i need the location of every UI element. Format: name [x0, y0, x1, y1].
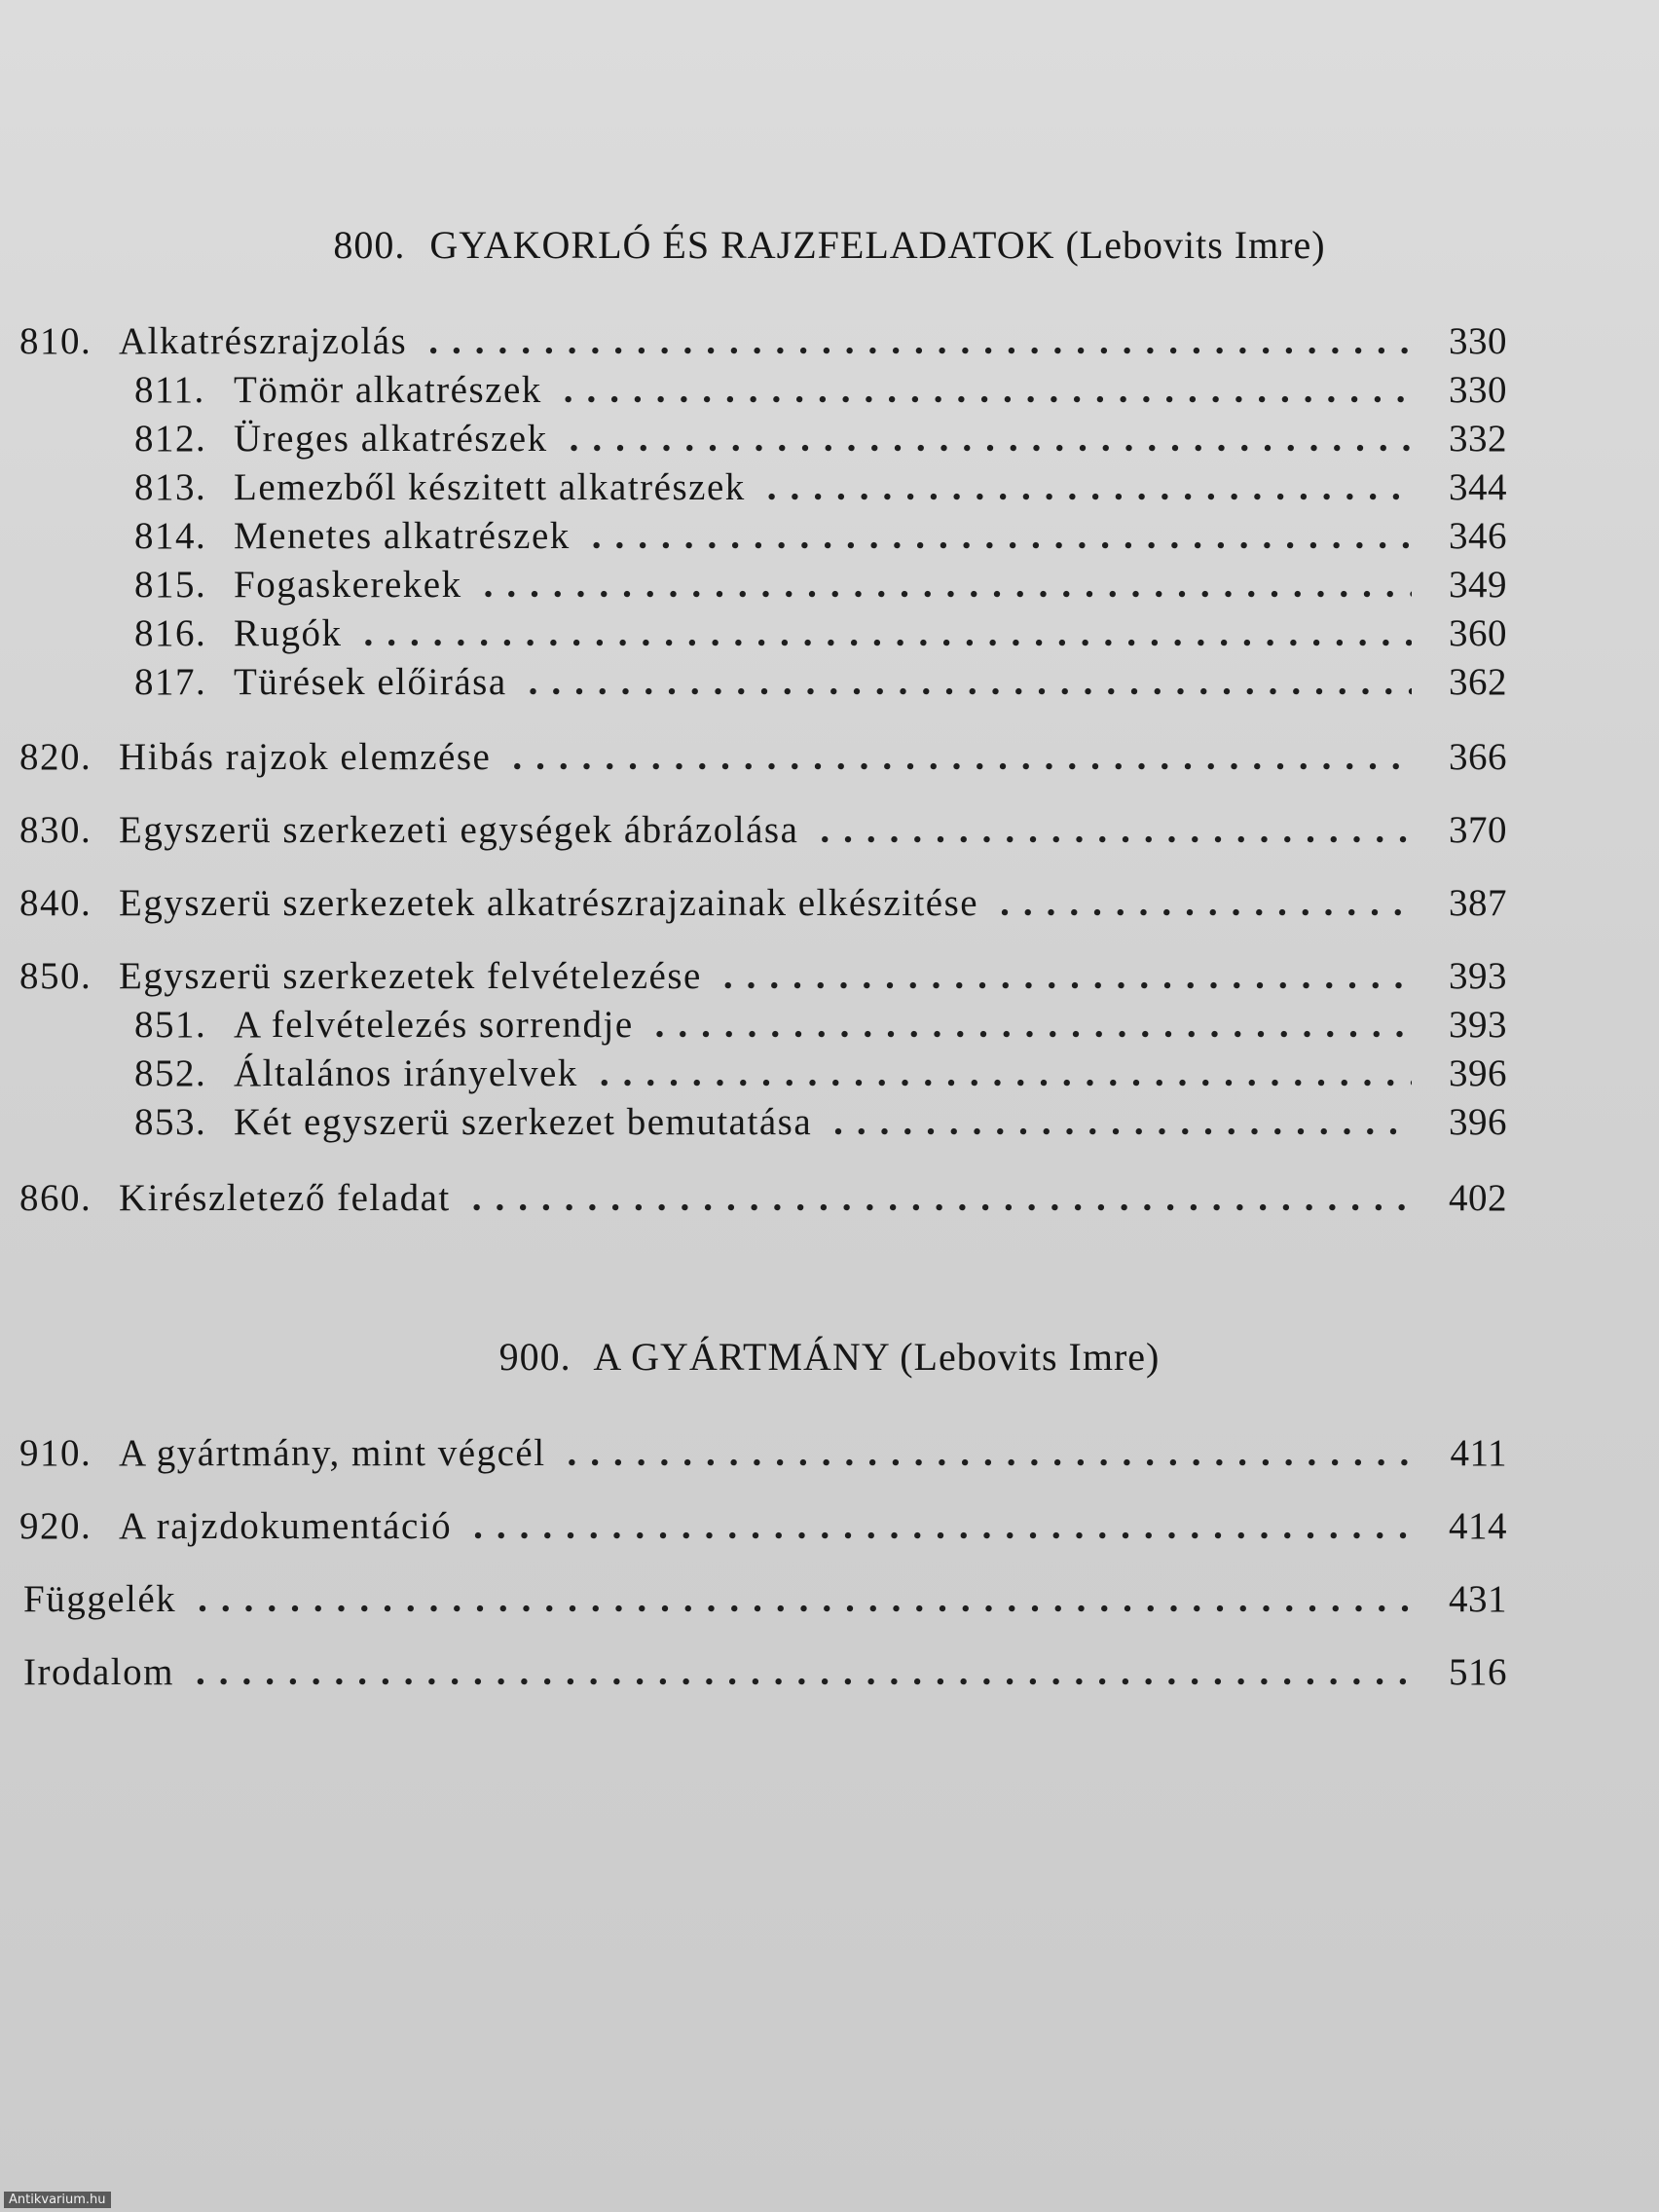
dot-leader [600, 1051, 1412, 1095]
toc-entry-840 [19, 881, 1507, 930]
entry-number: 850. [19, 955, 92, 997]
entry-number: 910. [19, 1432, 92, 1474]
entry-number: 920. [19, 1505, 92, 1547]
entry-title: Üreges alkatrészek [234, 418, 548, 460]
entry-number: 853. [134, 1101, 207, 1143]
entry-page: 396 [1449, 1101, 1507, 1143]
dot-leader [512, 735, 1412, 779]
dot-leader [473, 1504, 1412, 1548]
section-number: 800. [333, 223, 406, 267]
entry-number: 815. [134, 564, 207, 606]
section-heading-900 [0, 1334, 1659, 1380]
entry-number: 814. [134, 515, 207, 557]
toc-entry-850 [19, 954, 1507, 1003]
entry-title: Általános irányelvek [234, 1052, 578, 1094]
dot-leader [472, 1176, 1412, 1220]
toc-entry-920 [19, 1504, 1507, 1553]
entry-title: A gyártmány, mint végcél [119, 1432, 546, 1474]
toc-entry-852 [134, 1051, 1507, 1100]
entry-title: Kirészletező feladat [119, 1177, 451, 1219]
entry-title: Két egyszerü szerkezet bemutatása [234, 1101, 813, 1143]
entry-title: Függelék [23, 1578, 177, 1620]
toc-entry-860 [19, 1176, 1507, 1225]
entry-page: 396 [1449, 1052, 1507, 1094]
entry-page: 330 [1449, 369, 1507, 411]
dot-leader [1000, 881, 1412, 925]
toc-entry-814 [134, 514, 1507, 563]
entry-title: Tömör alkatrészek [234, 369, 542, 411]
entry-page: 402 [1449, 1177, 1507, 1219]
entry-number: 817. [134, 661, 207, 703]
toc-entry-853 [134, 1100, 1507, 1149]
entry-number: 851. [134, 1004, 207, 1046]
entry-number: 820. [19, 736, 92, 778]
entry-page: 330 [1449, 320, 1507, 362]
section-author: (Lebovits Imre) [1065, 223, 1326, 267]
entry-number: 852. [134, 1052, 207, 1094]
entry-page: 393 [1449, 955, 1507, 997]
entry-number: 810. [19, 320, 92, 362]
entry-page: 332 [1449, 418, 1507, 460]
entry-title: Lemezből készitett alkatrészek [234, 466, 746, 508]
dot-leader [820, 808, 1412, 852]
section-heading-800 [0, 222, 1659, 268]
entry-number: 811. [134, 369, 205, 411]
section-number: 900. [498, 1335, 571, 1379]
dot-leader [767, 465, 1412, 509]
entry-title: Egyszerü szerkezetek alkatrészrajzainak elkészitése [119, 882, 979, 924]
section-author: (Lebovits Imre) [900, 1335, 1161, 1379]
entry-title: Menetes alkatrészek [234, 515, 571, 557]
dot-leader [564, 368, 1412, 412]
dot-leader [833, 1100, 1412, 1144]
entry-number: 816. [134, 612, 207, 654]
entry-page: 370 [1449, 809, 1507, 851]
entry-page: 516 [1449, 1651, 1507, 1693]
entry-title: A felvételezés sorrendje [234, 1004, 634, 1046]
dot-leader [570, 417, 1412, 461]
dot-leader [484, 563, 1412, 607]
entry-page: 346 [1449, 515, 1507, 557]
entry-page: 431 [1449, 1578, 1507, 1620]
entry-title: Rugók [234, 612, 343, 654]
entry-title: Irodalom [23, 1651, 174, 1693]
watermark: Antikvarium.hu [4, 2192, 111, 2208]
dot-leader [723, 954, 1412, 998]
entry-page: 414 [1449, 1505, 1507, 1547]
dot-leader [592, 514, 1412, 558]
entry-page: 366 [1449, 736, 1507, 778]
entry-title: Türések előirása [234, 661, 507, 703]
entry-page: 360 [1449, 612, 1507, 654]
dot-leader [529, 660, 1412, 704]
toc-entry-817 [134, 660, 1507, 709]
entry-page: 411 [1450, 1432, 1507, 1474]
entry-title: Hibás rajzok elemzése [119, 736, 492, 778]
toc-entry-815 [134, 563, 1507, 611]
entry-title: Fogaskerekek [234, 564, 462, 606]
dot-leader [655, 1003, 1412, 1047]
entry-page: 344 [1449, 466, 1507, 508]
entry-page: 349 [1449, 564, 1507, 606]
toc-entry-812 [134, 417, 1507, 465]
dot-leader [568, 1431, 1412, 1475]
toc-entry-bibliography [23, 1650, 1507, 1699]
entry-number: 812. [134, 418, 207, 460]
dot-leader [364, 611, 1412, 655]
section-title: A GYÁRTMÁNY [593, 1335, 890, 1379]
entry-number: 813. [134, 466, 207, 508]
entry-number: 830. [19, 809, 92, 851]
dot-leader [428, 319, 1412, 363]
section-title: GYAKORLÓ ÉS RAJZFELADATOK [429, 223, 1055, 267]
dot-leader [196, 1650, 1412, 1694]
entry-number: 840. [19, 882, 92, 924]
entry-page: 387 [1449, 882, 1507, 924]
toc-entry-appendix [23, 1577, 1507, 1626]
toc-entry-830 [19, 808, 1507, 857]
entry-page: 393 [1449, 1004, 1507, 1046]
entry-title: Alkatrészrajzolás [119, 320, 408, 362]
entry-title: Egyszerü szerkezeti egységek ábrázolása [119, 809, 799, 851]
entry-title: Egyszerü szerkezetek felvételezése [119, 955, 702, 997]
toc-entry-810 [19, 319, 1507, 368]
toc-entry-811 [134, 368, 1507, 417]
entry-number: 860. [19, 1177, 92, 1219]
toc-entry-910 [19, 1431, 1507, 1480]
toc-entry-813 [134, 465, 1507, 514]
toc-entry-820 [19, 735, 1507, 784]
toc-entry-851 [134, 1003, 1507, 1051]
toc-entry-816 [134, 611, 1507, 660]
dot-leader [198, 1577, 1412, 1621]
entry-page: 362 [1449, 661, 1507, 703]
entry-title: A rajzdokumentáció [119, 1505, 453, 1547]
